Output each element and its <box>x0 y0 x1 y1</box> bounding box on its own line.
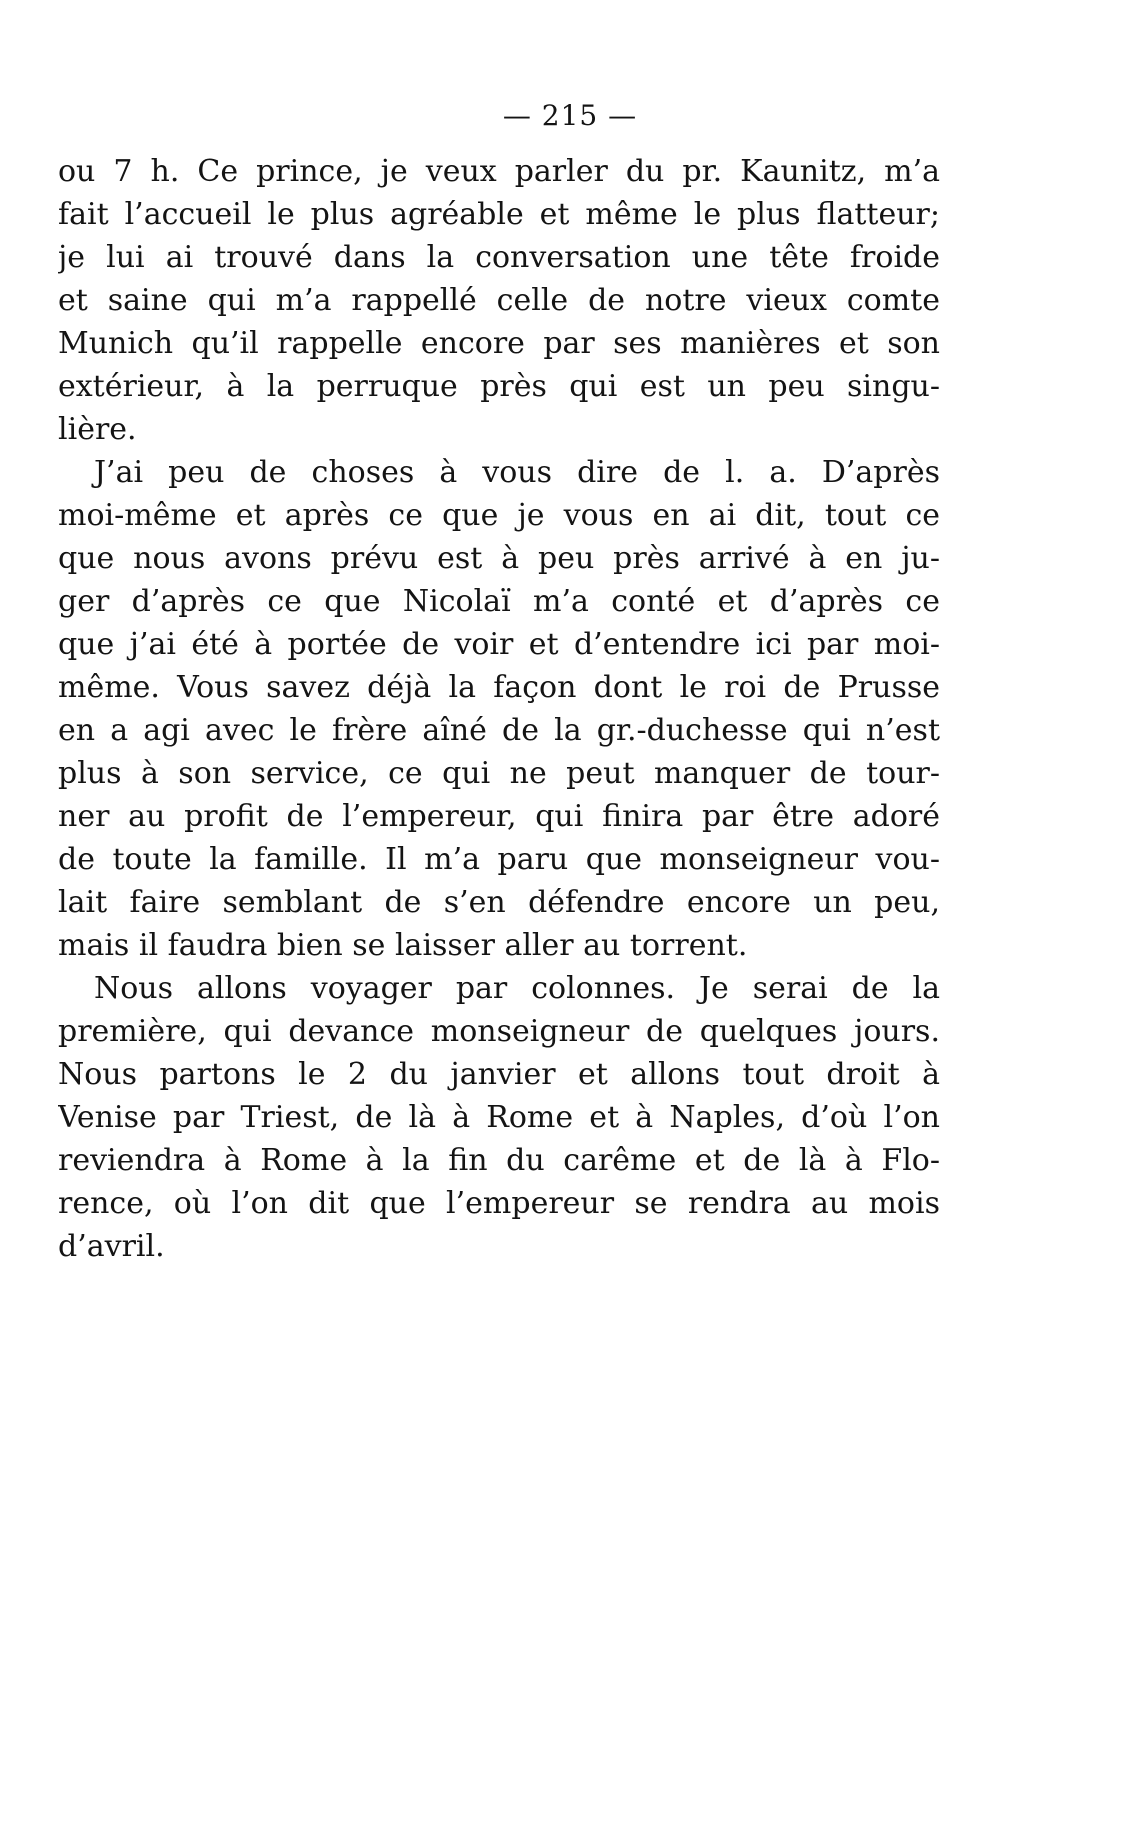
text-line: ou 7 h. Ce prince, je veux parler du pr. Kaunitz, m’a <box>58 154 940 189</box>
text-line: d’avril. <box>58 1229 165 1264</box>
text-line: première, qui devance monseigneur de quelques jours. <box>58 1014 940 1049</box>
text-line: extérieur, à la perruque près qui est un peu singu- <box>58 369 940 404</box>
body-text <box>58 150 940 1268</box>
text-line: je lui ai trouvé dans la conversation une tête froide <box>58 240 940 275</box>
text-line: en a agi avec le frère aîné de la gr.-duchesse qui n’est <box>58 713 940 748</box>
text-line: même. Vous savez déjà la façon dont le roi de Prusse <box>58 670 940 705</box>
text-line: plus à son service, ce qui ne peut manquer de tour- <box>58 756 940 791</box>
text-line: fait l’accueil le plus agréable et même le plus flatteur; <box>58 197 940 232</box>
text-line: et saine qui m’a rappellé celle de notre vieux comte <box>58 283 940 318</box>
text-line: Venise par Triest, de là à Rome et à Naples, d’où l’on <box>58 1100 940 1135</box>
text-line: de toute la famille. Il m’a paru que monseigneur vou- <box>58 842 940 877</box>
page-number: — 215 — <box>502 99 638 132</box>
text-line: mais il faudra bien se laisser aller au torrent. <box>58 928 748 963</box>
text-line: rence, où l’on dit que l’empereur se rendra au mois <box>58 1186 940 1221</box>
text-line: lière. <box>58 412 137 447</box>
text-line: que j’ai été à portée de voir et d’entendre ici par moi- <box>58 627 940 662</box>
text-line: ner au profit de l’empereur, qui finira par être adoré <box>58 799 940 834</box>
text-line: J’ai peu de choses à vous dire de l. a. D’après <box>94 455 940 490</box>
text-line: lait faire semblant de s’en défendre encore un peu, <box>58 885 940 920</box>
text-line: reviendra à Rome à la fin du carême et de là à Flo- <box>58 1143 940 1178</box>
text-line: Munich qu’il rappelle encore par ses manières et son <box>58 326 940 361</box>
text-line: que nous avons prévu est à peu près arrivé à en ju- <box>58 541 940 576</box>
text-line: ger d’après ce que Nicolaï m’a conté et d’après ce <box>58 584 940 619</box>
text-line: moi-même et après ce que je vous en ai dit, tout ce <box>58 498 940 533</box>
text-line: Nous allons voyager par colonnes. Je serai de la <box>94 971 940 1006</box>
text-line: Nous partons le 2 du janvier et allons tout droit à <box>58 1057 940 1092</box>
